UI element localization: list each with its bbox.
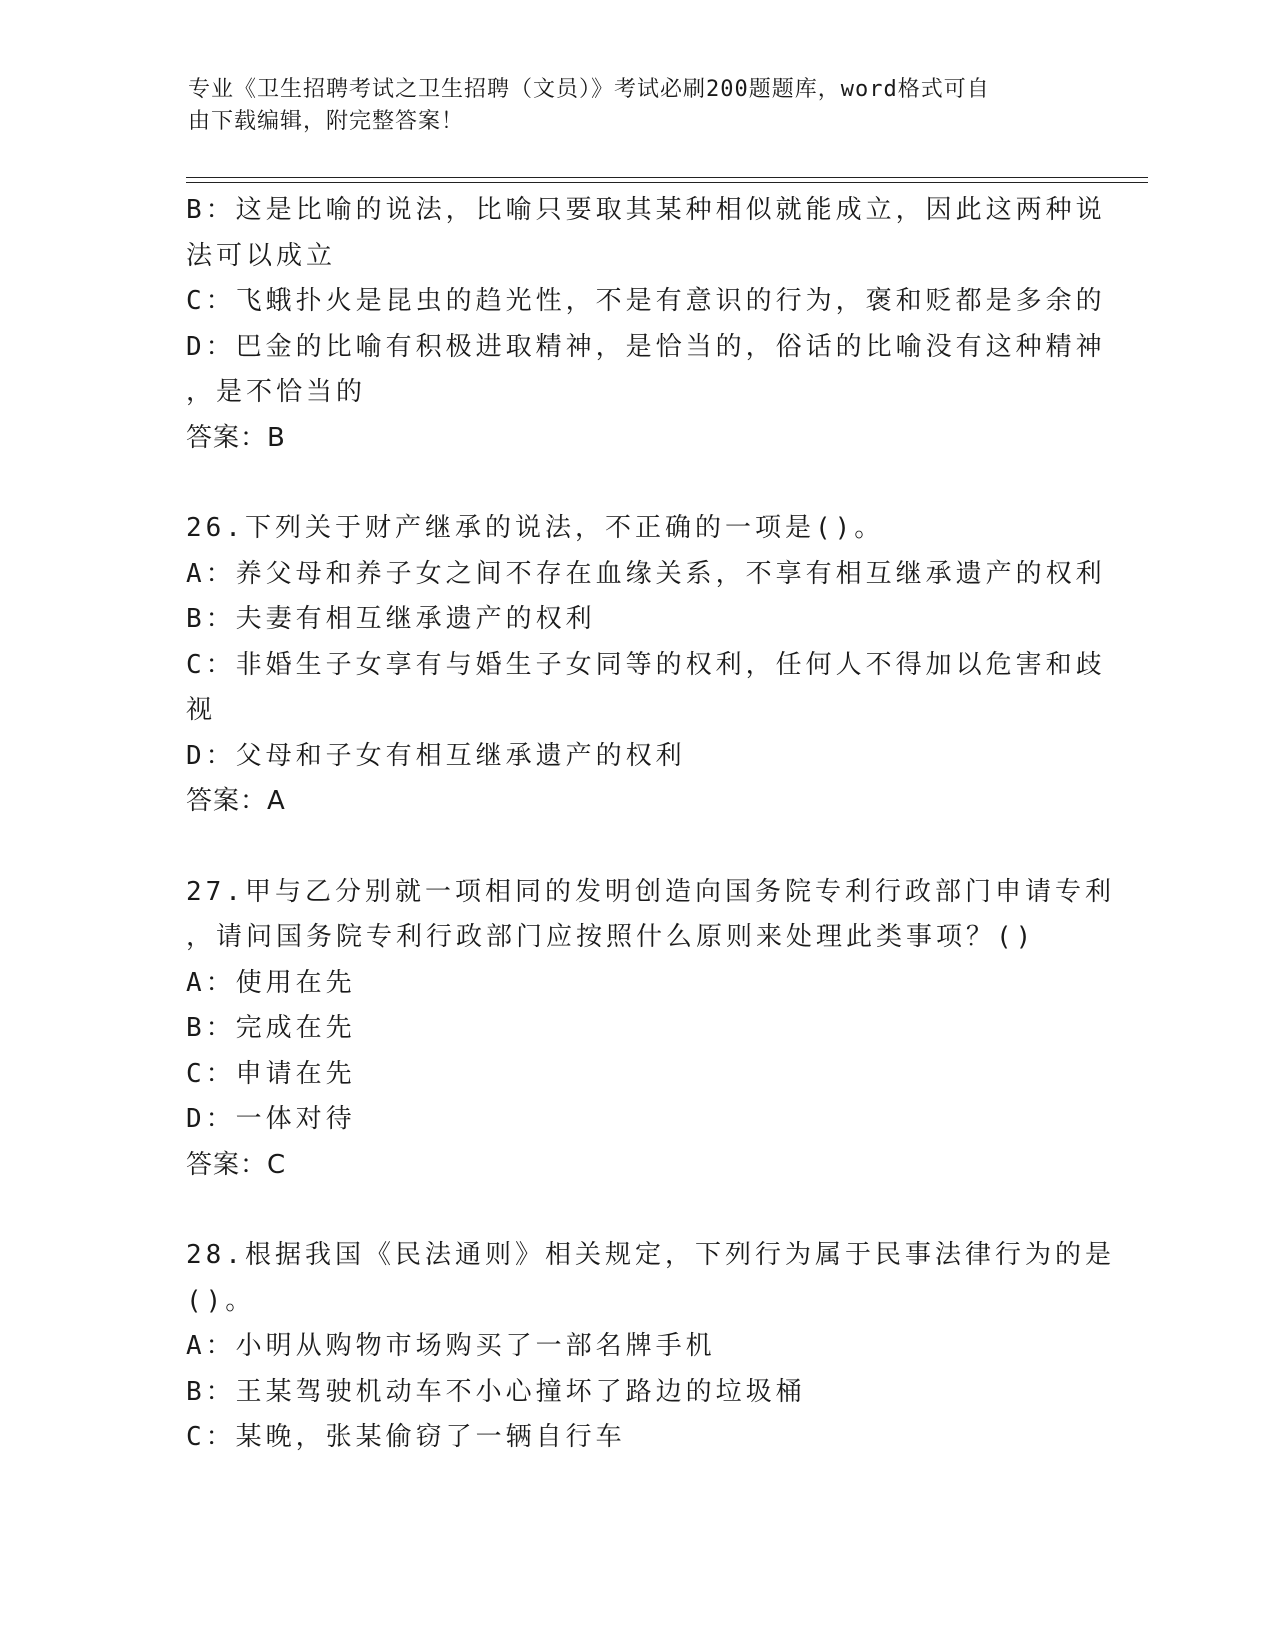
option-line: ，是不恰当的 [186,377,367,407]
header-divider-top [186,177,1148,178]
answer-line: 答案：B [186,422,286,453]
option-line: D：一体对待 [186,1104,356,1134]
option-line: C：申请在先 [186,1058,356,1089]
option-line: 法可以成立 [186,240,337,271]
question-26 [186,506,1106,825]
option-line: A：小明从购物市场购买了一部名牌手机 [186,1331,716,1361]
option-line: C：飞蛾扑火是昆虫的趋光性，不是有意识的行为，褒和贬都是多余的 [186,286,1106,316]
option-line: C：某晚，张某偷窃了一辆自行车 [186,1422,626,1452]
header-divider-bottom [186,182,1148,183]
option-line: B：夫妻有相互继承遗产的权利 [186,604,596,634]
document-header [188,74,1068,138]
option-line: B：完成在先 [186,1013,356,1043]
question-stem: ，请问国务院专利行政部门应按照什么原则来处理此类事项？() [186,922,1036,952]
question-stem: 28.根据我国《民法通则》相关规定，下列行为属于民事法律行为的是 [186,1240,1115,1270]
question-27 [186,870,1115,1189]
answer-line: 答案：C [186,1149,287,1180]
question-stem: 27.甲与乙分别就一项相同的发明创造向国务院专利行政部门申请专利 [186,876,1115,907]
document-body [186,188,1115,1461]
option-line: A：养父母和养子女之间不存在血缘关系，不享有相互继承遗产的权利 [186,558,1106,589]
partial-question-25 [186,188,1106,461]
question-stem: ()。 [186,1285,256,1316]
header-line-1: 专业《卫生招聘考试之卫生招聘（文员）》考试必刷200题题库，word格式可自 [188,77,990,102]
option-line: 视 [186,695,217,725]
header-line-2: 由下载编辑，附完整答案！ [188,109,465,134]
option-line: D：父母和子女有相互继承遗产的权利 [186,740,686,771]
option-line: B：这是比喻的说法，比喻只要取其某种相似就能成立，因此这两种说 [186,195,1106,225]
option-line: B：王某驾驶机动车不小心撞坏了路边的垃圾桶 [186,1376,806,1407]
question-28 [186,1233,1115,1461]
option-line: C：非婚生子女享有与婚生子女同等的权利，任何人不得加以危害和歧 [186,649,1106,680]
answer-line: 答案：A [186,786,286,816]
question-stem: 26.下列关于财产继承的说法，不正确的一项是()。 [186,513,885,543]
option-line: A：使用在先 [186,967,356,998]
option-line: D：巴金的比喻有积极进取精神，是恰当的，俗话的比喻没有这种精神 [186,331,1106,362]
